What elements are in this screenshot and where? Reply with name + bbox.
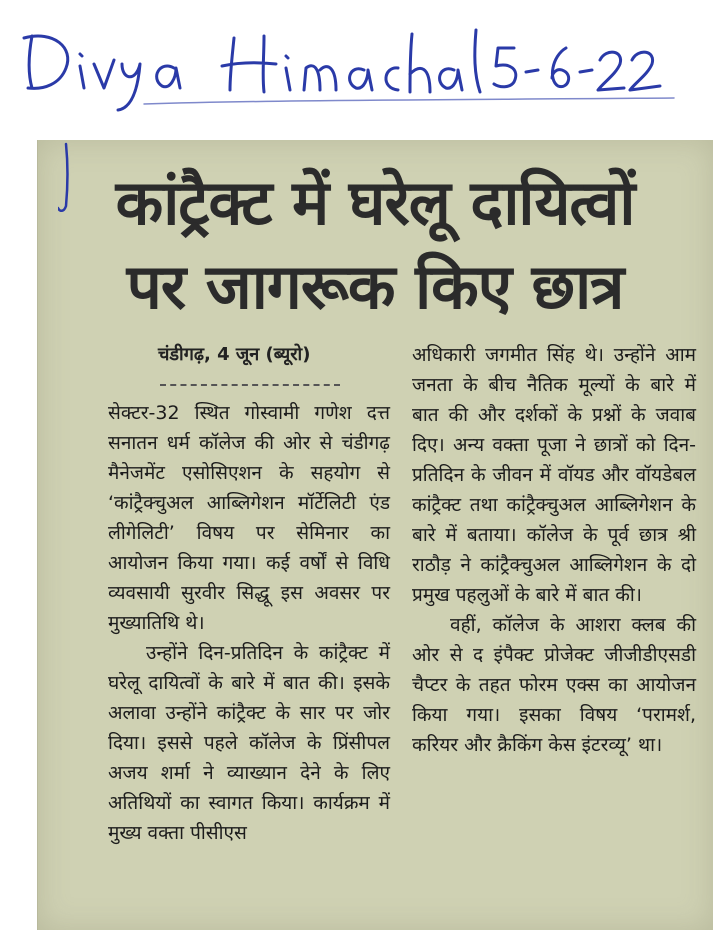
handwriting-image: [14, 8, 694, 118]
article-column-left: [108, 398, 390, 848]
paragraph: सेक्टर-32 स्थित गोस्वामी गणेश दत्त सनातन धर्म कॉलेज की ओर से चंडीगढ़ मैनेजमेंट एसोसिएशन के सहयोग से ‘कांट्रैक्चुअल आब्लिगेशन मॉर्टेलिटी एंड लीगेलिटी’ विषय पर सेमिनार का आयोजन किया गया। कई वर्षों से विधि व्यवसायी सुरवीर सिद्धू इस अवसर पर मुख्यातिथि थे।: [108, 402, 390, 634]
paragraph: अधिकारी जगमीत सिंह थे। उन्होंने आम जनता के बीच नैतिक मूल्यों के बारे में बात की और दर्शकों के प्रश्नों के जवाब दिए। अन्य वक्ता पूजा ने छात्रों को दिन-प्रतिदिन के जीवन में वॉयड और वॉयडेबल कांट्रैक्ट तथा कांट्रैक्चुअल आब्लिगेशन के बारे में बताया। कॉलेज के पूर्व छात्र श्री राठौड़ ने कांट्रैक्चुअल आब्लिगेशन के दो प्रमुख पहलुओं के बारे में बात की।: [412, 344, 696, 606]
paragraph: वहीं, कॉलेज के आशरा क्लब की ओर से द इंपैक्ट प्रोजेक्ट जीजीडीएसडी चैप्टर के तहत फोरम एक्स का आयोजन किया गया। इसका विषय ‘परामर्श, करियर और क्रैकिंग केस इंटरव्यू’ था।: [412, 614, 696, 756]
article-column-right: [412, 340, 696, 760]
headline-line-1: कांट्रैक्ट में घरेलू दायित्वों: [115, 166, 635, 239]
headline-line-2: पर जागरूक किए छात्र: [126, 250, 624, 323]
handwritten-source-note: [14, 8, 694, 118]
dateline-rule: [160, 384, 340, 386]
paragraph: उन्होंने दिन-प्रतिदिन के कांट्रैक्ट में घरेलू दायित्वों के बारे में बात की। इसके अलावा उन्होंने कांट्रैक्ट के सार पर जोर दिया। इससे पहले कॉलेज के प्रिंसीपल अजय शर्मा ने व्याख्यान देने के लिए अतिथियों का स्वागत किया। कार्यक्रम में मुख्य वक्ता पीसीएस: [108, 642, 390, 844]
dateline: चंडीगढ़, 4 जून (ब्यूरो): [158, 344, 311, 365]
